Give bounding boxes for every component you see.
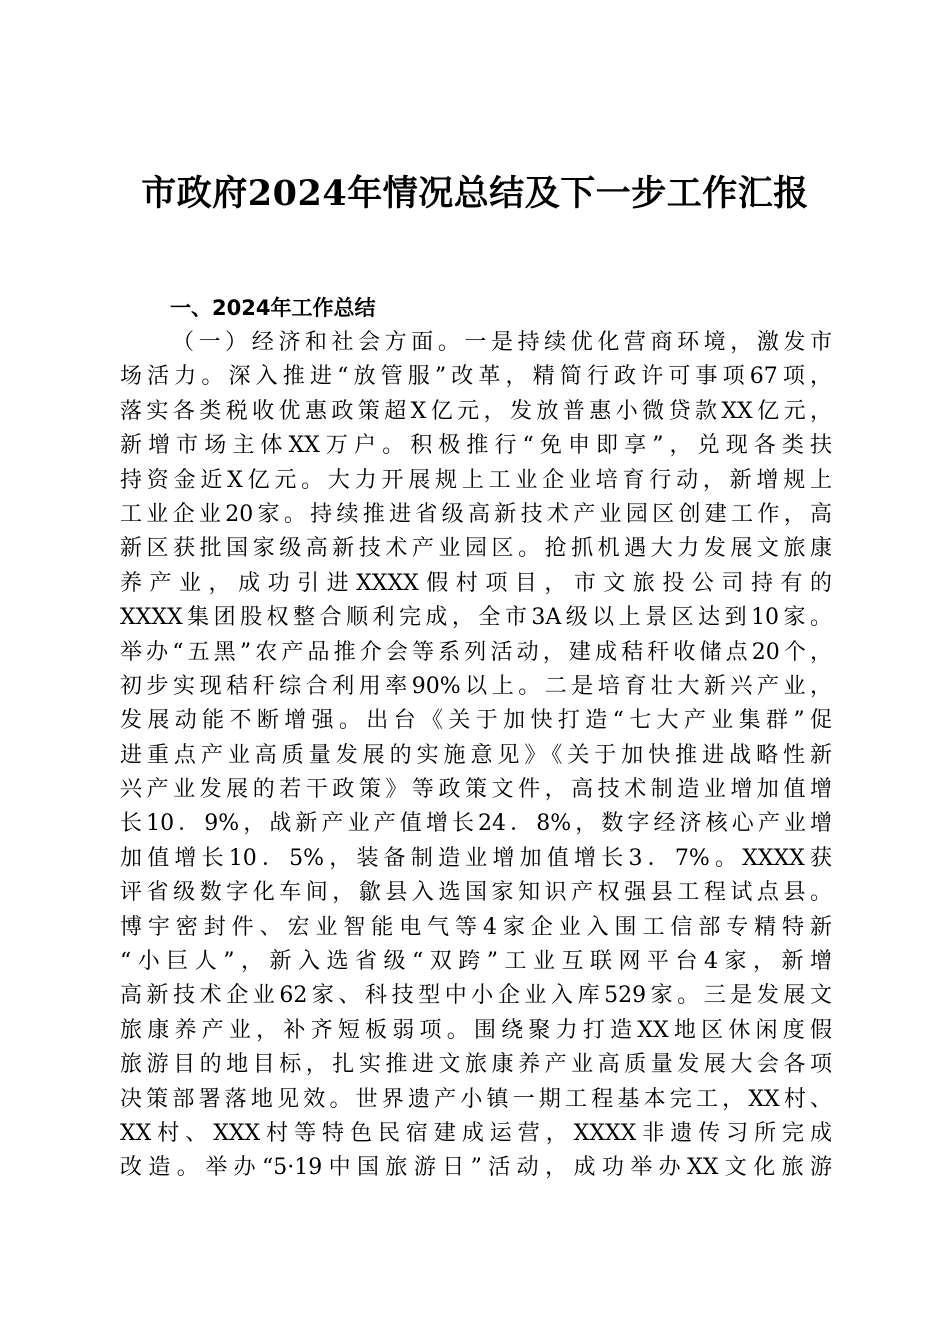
body-line: 改造。举办“5·19中国旅游日”活动，成功举办XX文化旅游 (120, 1155, 832, 1181)
body-line: 进重点产业高质量发展的实施意见》《关于加快推进战略性新 (120, 742, 832, 768)
body-line: 初步实现秸秆综合利用率90%以上。二是培育壮大新兴产业， (120, 673, 832, 699)
body-line: 长10．9%，战新产业产值增长24．8%，数字经济核心产业增 (120, 811, 832, 837)
body-line: “小巨人”，新入选省级“双跨”工业互联网平台4家，新增 (120, 949, 832, 975)
body-line: 新增市场主体XX万户。积极推行“免申即享”，兑现各类扶 (120, 433, 832, 459)
body-line: 博宇密封件、宏业智能电气等4家企业入围工信部专精特新 (120, 914, 832, 940)
body-line: 评省级数字化车间，歙县入选国家知识产权强县工程试点县。 (120, 880, 832, 906)
body-line: 发展动能不断增强。出台《关于加快打造“七大产业集群”促 (120, 708, 832, 734)
body-line: XXXX集团股权整合顺利完成，全市3A级以上景区达到10家。 (120, 605, 832, 631)
section-heading: 一、2024年工作总结 (170, 296, 376, 320)
body-line: 旅游目的地目标，扎实推进文旅康养产业高质量发展大会各项 (120, 1052, 832, 1078)
body-line: 旅康养产业，补齐短板弱项。围绕聚力打造XX地区休闲度假 (120, 1017, 832, 1043)
body-line: XX村、XXX村等特色民宿建成运营，XXXX非遗传习所完成 (120, 1120, 832, 1146)
body-paragraph (120, 326, 832, 1186)
body-line: 高新技术企业62家、科技型中小企业入库529家。三是发展文 (120, 983, 832, 1009)
body-line: 兴产业发展的若干政策》等政策文件，高技术制造业增加值增 (120, 777, 832, 803)
body-line: （一）经济和社会方面。一是持续优化营商环境，激发市 (172, 330, 832, 355)
body-line: 落实各类税收优惠政策超X亿元，发放普惠小微贷款XX亿元， (120, 398, 832, 424)
body-line: 举办“五黑”农产品推介会等系列活动，建成秸秆收储点20个， (120, 639, 832, 665)
body-line: 场活力。深入推进“放管服”改革，精简行政许可事项67项， (120, 364, 832, 390)
body-line: 新区获批国家级高新技术产业园区。抢抓机遇大力发展文旅康 (120, 536, 832, 562)
document-title: 市政府2024年情况总结及下一步工作汇报 (141, 173, 809, 214)
body-line: 持资金近X亿元。大力开展规上工业企业培育行动，新增规上 (120, 467, 832, 493)
body-line: 养产业，成功引进XXXX假村项目，市文旅投公司持有的 (120, 570, 832, 596)
body-line: 决策部署落地见效。世界遗产小镇一期工程基本完工，XX村、 (120, 1086, 832, 1112)
body-line: 工业企业20家。持续推进省级高新技术产业园区创建工作，高 (120, 501, 832, 527)
body-line: 加值增长10．5%，装备制造业增加值增长3．7%。XXXX获 (120, 845, 832, 871)
